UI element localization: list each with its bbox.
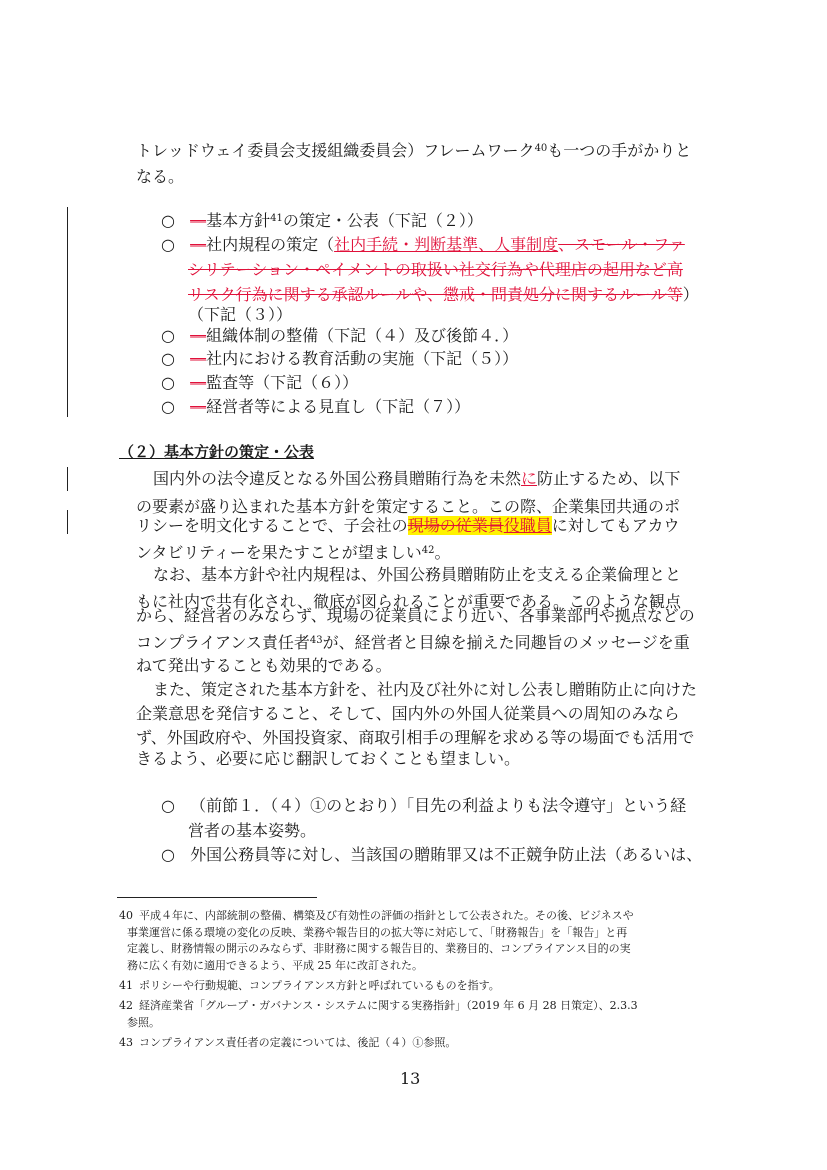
footnote-text: 平成４年に、内部統制の整備、構築及び有効性の評価の指針として公表された。その後、ビジネスや [139, 909, 634, 922]
footnote-41 [119, 977, 500, 994]
p2-text-cont: が、経営者と目線を揃えた同趣旨のメッセージを重 [322, 633, 690, 652]
intro-line-2: なる。 [136, 167, 185, 186]
page-number: 13 [400, 1069, 421, 1088]
deleted-dash: ― [190, 326, 207, 345]
bullet-text: 基本方針 [206, 211, 271, 230]
deleted-dash: ― [190, 235, 207, 254]
p1-line-3 [136, 512, 710, 540]
deleted-text: リスク行為に関する承認ルールや、懲戒・問責処分に関するルール等 [188, 285, 683, 304]
footnote-42-line-1 [119, 997, 638, 1014]
p3-line-3: ず、外国政府や、外国投資家、商取引相手の理解を求める等の場面でも活用で [136, 728, 695, 747]
p3-line-2: 企業意思を発信すること、そして、国内外の外国人従業員への周知のみなら [136, 704, 680, 723]
footnote-ref-41[interactable]: 41 [270, 213, 283, 224]
bullet-text: 組織体制の整備（下記（４）及び後節４．） [206, 326, 519, 345]
footnote-40-line-3: 定義し、財務情報の開示のみならず、非財務に関する報告目的、業務目的、コンプライアンス目的の実 [127, 942, 631, 955]
bullet-rules-line-2 [188, 256, 683, 284]
p1-text: ンタビリティーを果たすことが望ましい [136, 543, 422, 562]
footnote-42-line-2: 参照。 [127, 1016, 160, 1029]
footnote-ref-43[interactable]: 43 [309, 635, 323, 646]
inserted-text: に [521, 469, 538, 488]
p1-line-2: の要素が盛り込まれた基本方針を策定すること。この際、企業集団共通のポ [136, 497, 681, 516]
deleted-dash: ― [190, 397, 207, 416]
deleted-text: 、スモール・ファ [558, 235, 685, 254]
inserted-text: 社内手続・判断基準、人事制度 [334, 235, 559, 254]
change-bar-p1-a [67, 467, 68, 491]
footnote-ref-42[interactable]: 42 [421, 545, 435, 556]
bullet-symbol: ○ [161, 326, 175, 345]
bullet-item-rules [161, 231, 685, 259]
intro-text-cont: も一つの手がかりと [547, 141, 692, 160]
footnote-separator [117, 897, 317, 898]
footnote-text: ポリシーや行動規範、コンプライアンス方針と呼ばれているものを指す。 [139, 979, 500, 992]
bullet-symbol: ○ [161, 845, 175, 864]
deleted-dash: ― [190, 211, 207, 230]
footnote-40-line-1 [119, 907, 634, 924]
p2-text: コンプライアンス責任者 [136, 633, 310, 652]
bullet-text: 監査等（下記（６）） [206, 373, 359, 392]
deleted-dash: ― [190, 373, 207, 392]
section-bullet-1-cont: 営者の基本姿勢。 [188, 821, 317, 840]
change-bar-p1-b [67, 510, 68, 534]
bullet-text-cont: の策定・公表（下記（２）） [282, 211, 483, 230]
p3-line-4: きるよう、必要に応じ翻訳しておくことも望ましい。 [136, 749, 521, 768]
bullet-text: 社内規程の策定（ [206, 235, 335, 254]
footnote-43 [119, 1034, 456, 1051]
p1-text: リシーを明文化することで、子会社の [136, 516, 408, 535]
bullet-symbol: ○ [161, 211, 175, 230]
footnote-number: 42 [119, 999, 133, 1012]
bullet-text: 社内における教育活動の実施（下記（５）） [206, 349, 519, 368]
p2-line-3: から、経営者のみならず、現場の従業員により近い、各事業部門や拠点などの [136, 606, 695, 625]
bullet-symbol: ○ [161, 349, 175, 368]
bullet-text-end: ） [682, 285, 699, 304]
p1-line-1 [153, 465, 727, 493]
p1-text-cont: 防止するため、以下 [537, 469, 681, 488]
footnote-40-line-2: 事業運営に係る環境の変化の反映、業務や報告目的の拡大等に対応して、「財務報告」を「報告」と再 [127, 926, 628, 939]
change-bar-bullets [67, 207, 68, 417]
bullet-text: （前節１．（４）①のとおり）「目先の利益よりも法令遵守」という経 [190, 796, 687, 815]
intro-text: トレッドウェイ委員会支援組織委員会）フレームワーク [136, 141, 535, 160]
section-heading: （２）基本方針の策定・公表 [119, 443, 315, 461]
section-bullet-1 [161, 792, 686, 820]
footnote-text: コンプライアンス責任者の定義については、後記（４）①参照。 [139, 1036, 457, 1049]
bullet-symbol: ○ [161, 373, 175, 392]
footnote-text: 経済産業省「グループ・ガバナンス・システムに関する実務指針」（2019 年 6 月 28 日策定）、2.3.3 [139, 999, 638, 1012]
intro-line-1 [136, 135, 710, 165]
p3-line-1: また、策定された基本方針を、社内及び社外に対し公表し贈賄防止に向けた [153, 680, 698, 699]
footnote-number: 43 [119, 1036, 133, 1049]
bullet-text: 経営者等による見直し（下記（７）） [206, 397, 471, 416]
p2-line-1: なお、基本方針や社内規程は、外国公務員贈賄防止を支える企業倫理とと [153, 565, 682, 584]
p2-line-5: ねて発出することも効果的である。 [136, 656, 392, 675]
p1-text-end: 。 [434, 543, 451, 562]
bullet-symbol: ○ [161, 796, 175, 815]
deleted-dash: ― [190, 349, 207, 368]
bullet-rules-line-4: （下記（３）） [188, 305, 293, 324]
p1-text: 国内外の法令違反となる外国公務員贈賄行為を未然 [153, 469, 522, 488]
deleted-highlighted-text: 現場の従業員 [407, 516, 504, 535]
footnote-40-line-4: 務に広く有効に適用できるよう、平成 25 年に改訂された。 [127, 959, 423, 972]
section-bullet-2 [161, 841, 702, 869]
footnote-number: 40 [119, 909, 133, 922]
footnote-number: 41 [119, 979, 133, 992]
bullet-symbol: ○ [161, 397, 175, 416]
p2-line-2: もに社内で共有化され、徹底が図られることが重要である。このような観点 [136, 592, 681, 611]
bullet-text: 外国公務員等に対し、当該国の贈賄罪又は不正競争防止法（あるいは、 [190, 845, 703, 864]
bullet-item-review [161, 393, 470, 421]
inserted-highlighted-text: 役職員 [503, 516, 552, 535]
p1-text-cont: に対してもアカウ [551, 516, 680, 535]
footnote-ref-40[interactable]: 40 [534, 143, 548, 154]
deleted-text: シリテーション・ペイメントの取扱い社交行為や代理店の起用など高 [188, 260, 683, 279]
bullet-symbol: ○ [161, 235, 175, 254]
